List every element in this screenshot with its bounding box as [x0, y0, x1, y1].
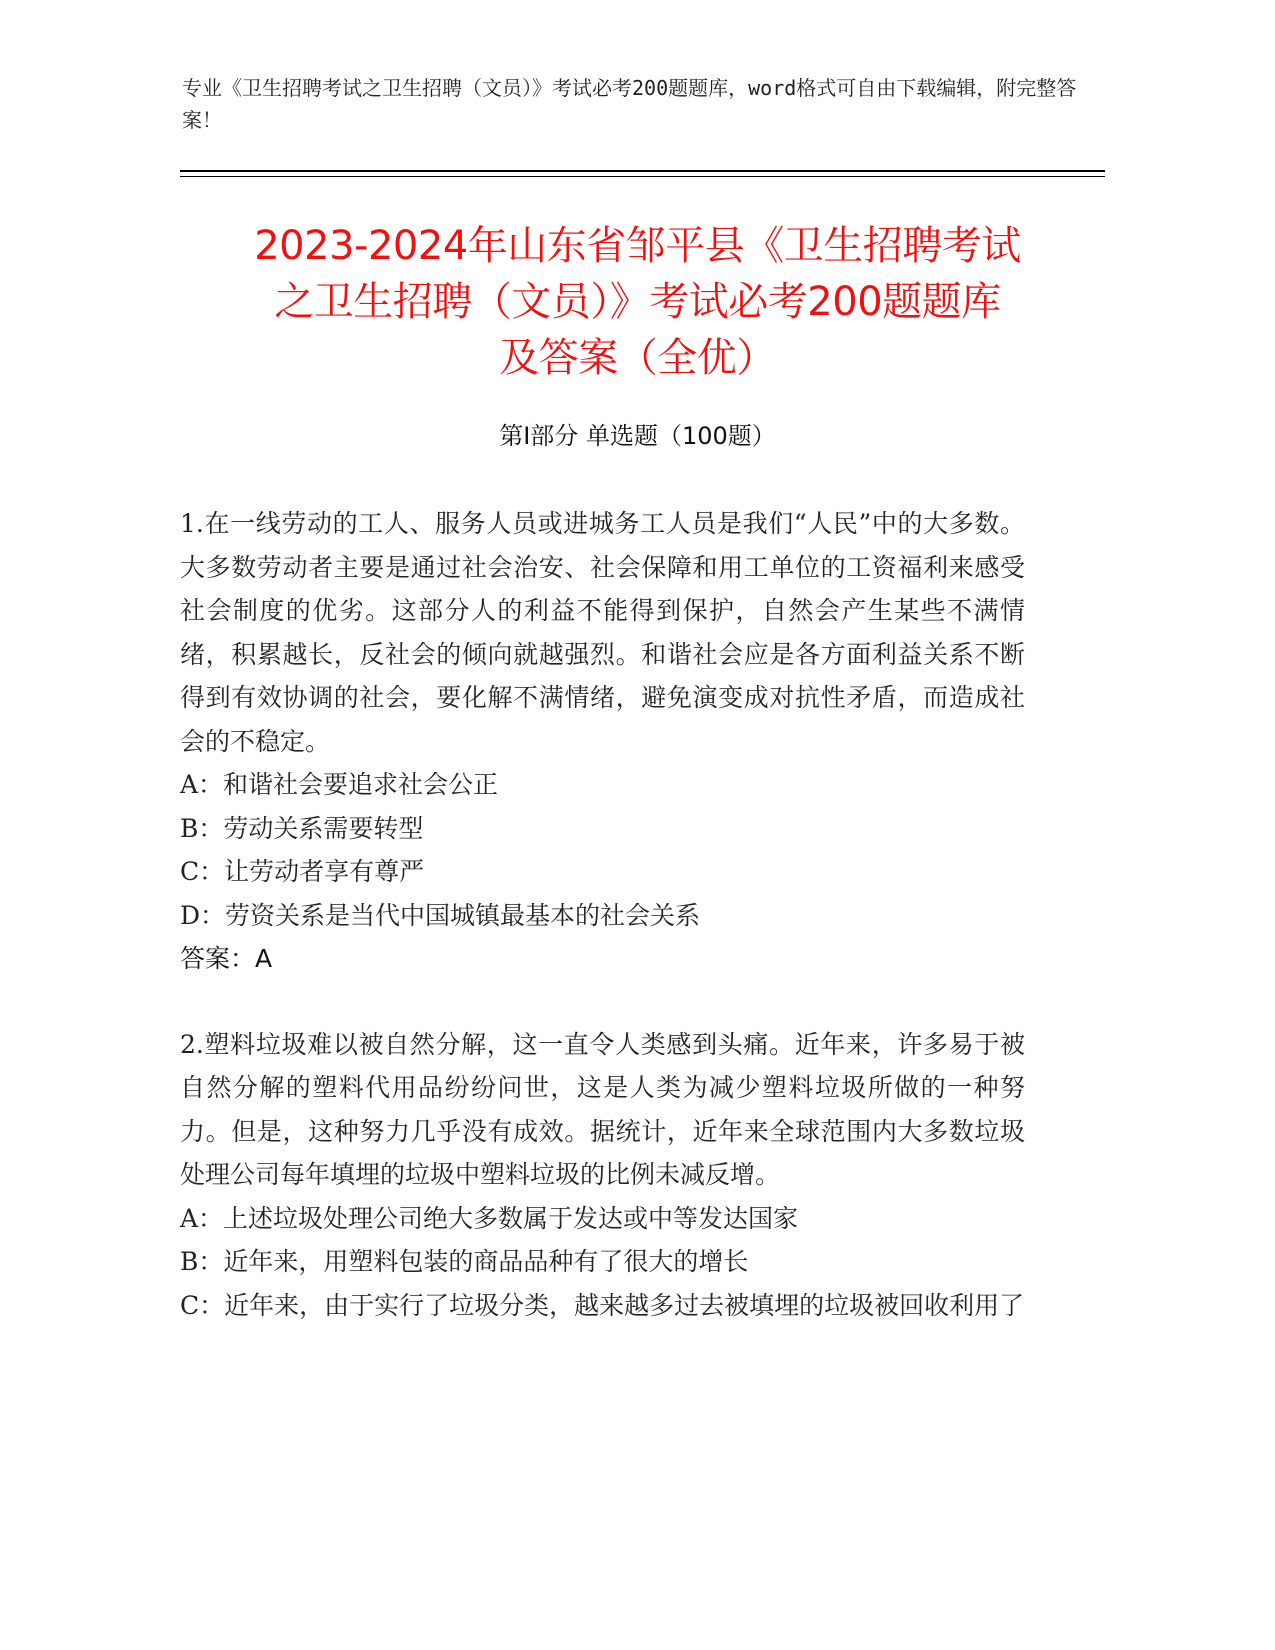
option-a: A：上述垃圾处理公司绝大多数属于发达或中等发达国家 — [180, 1203, 799, 1233]
document-title — [150, 218, 1125, 386]
header-rule-thin — [180, 176, 1105, 177]
section-title: 第I部分 单选题（100题） — [499, 422, 776, 450]
title-line: 之卫生招聘（文员）》考试必考200题题库 — [274, 279, 1001, 325]
title-line: 及答案（全优） — [499, 335, 776, 381]
option-a: A：和谐社会要追求社会公正 — [180, 770, 499, 799]
option-b: B：近年来，用塑料包装的商品品种有了很大的增长 — [180, 1247, 749, 1276]
title-line: 2023-2024年山东省邹平县《卫生招聘考试 — [254, 223, 1021, 269]
option-c: C：近年来，由于实行了垃圾分类，越来越多过去被填埋的垃圾被回收利用了 — [180, 1290, 1025, 1320]
question-1 — [180, 502, 1025, 981]
question-2 — [180, 1023, 1025, 1328]
option-d: D：劳资关系是当代中国城镇最基本的社会关系 — [180, 900, 701, 930]
header-rule-thick — [180, 170, 1105, 172]
answer: 答案：A — [180, 944, 273, 973]
option-b: B：劳动关系需要转型 — [180, 813, 424, 843]
option-c: C：让劳动者享有尊严 — [180, 857, 425, 886]
header-note: 专业《卫生招聘考试之卫生招聘（文员）》考试必考200题题库，word格式可自由下载编辑，附完整答案！ — [182, 76, 1077, 132]
question-list — [180, 502, 1025, 1327]
question-stem: 1.在一线劳动的工人、服务人员或进城务工人员是我们“人民”中的大多数。大多数劳动者主要是通过社会治安、社会保障和用工单位的工资福利来感受社会制度的优劣。这部分人的利益不能得到保护，自然会产生某些不满情绪，积累越长，反社会的倾向就越强烈。和谐社会应是各方面利益关系不断得到有效协调的社会，要化解不满情绪，避免演变成对抗性矛盾，而造成社会的不稳定。 — [180, 509, 1025, 756]
question-stem: 2.塑料垃圾难以被自然分解，这一直令人类感到头痛。近年来，许多易于被自然分解的塑料代用品纷纷问世，这是人类为减少塑料垃圾所做的一种努力。但是，这种努力几乎没有成效。据统计，近年来全球范围内大多数垃圾处理公司每年填埋的垃圾中塑料垃圾的比例未减反增。 — [180, 1029, 1025, 1189]
